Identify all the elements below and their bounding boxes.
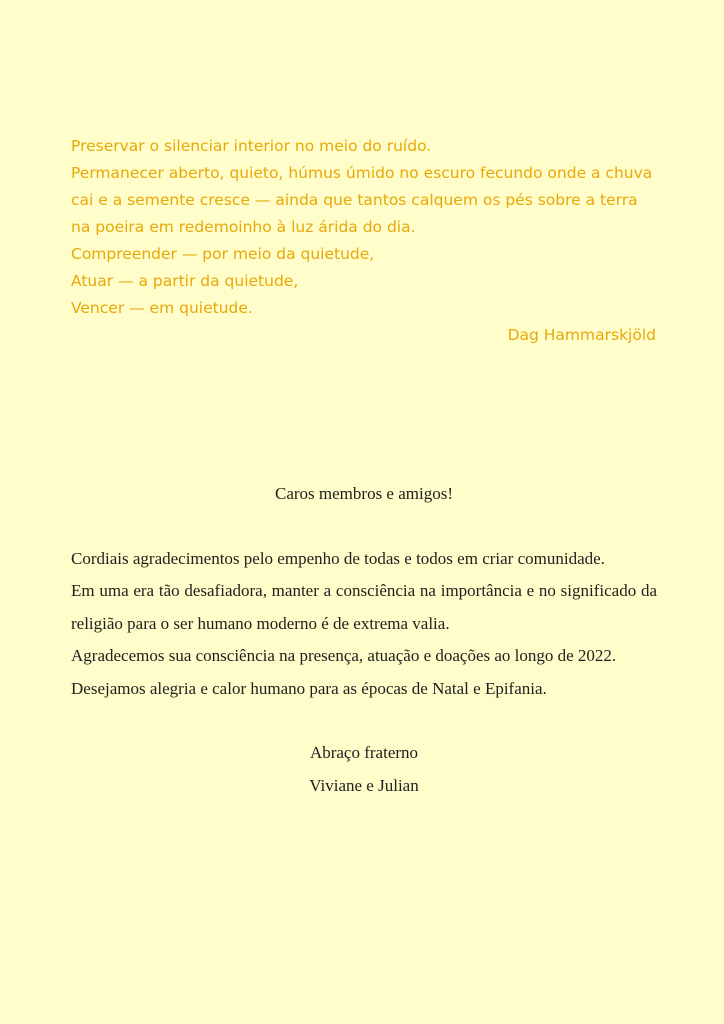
closing-salutation: Abraço fraterno — [309, 743, 419, 762]
poem-line: Vencer — em quietude. — [71, 299, 253, 317]
poem-line: Preservar o silenciar interior no meio do ruído. — [71, 137, 432, 155]
letter-body — [71, 478, 657, 802]
poem-line: Permanecer aberto, quieto, húmus úmido no escuro fecundo onde a chuva cai e a semente cresce — ainda que tantos calquem os pés sobre a terra na poeira em redemoinho à luz árida do dia. — [71, 164, 653, 236]
closing-signature: Viviane e Julian — [309, 775, 419, 795]
poem-author: Dag Hammarskjöld — [507, 326, 656, 344]
poem-line: Compreender — por meio da quietude, — [71, 245, 375, 263]
letter-greeting: Caros membros e amigos! — [275, 484, 453, 503]
poem-quote — [71, 133, 656, 349]
letter-paragraph: Desejamos alegria e calor humano para as épocas de Natal e Epifania. — [71, 678, 547, 698]
letter-closing — [71, 737, 657, 802]
letter-paragraph: Cordiais agradecimentos pelo empenho de todas e todos em criar comunidade. — [71, 548, 605, 568]
poem-line: Atuar — a partir da quietude, — [71, 272, 299, 290]
letter-paragraph: Agradecemos sua consciência na presença, atuação e doações ao longo de 2022. — [71, 646, 617, 665]
letter-paragraph: Em uma era tão desafiadora, manter a consciência na importância e no significado da religião para o ser humano moderno é de extrema valia. — [71, 581, 657, 633]
